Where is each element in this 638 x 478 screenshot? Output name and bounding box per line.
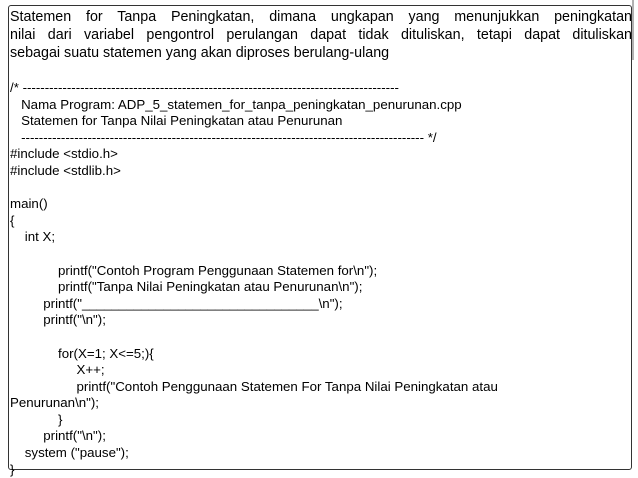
code-line <box>10 180 632 197</box>
code-line: Nama Program: ADP_5_statemen_for_tanpa_peningkatan_penurunan.cpp <box>10 96 462 112</box>
code-line <box>10 246 632 263</box>
code-listing <box>10 80 632 478</box>
slide-content <box>10 8 632 478</box>
code-line: main() <box>10 196 48 212</box>
code-line: } <box>10 411 63 427</box>
code-line: #include <stdio.h> <box>10 146 118 162</box>
code-line: { <box>10 212 15 228</box>
code-line: #include <stdlib.h> <box>10 162 121 178</box>
code-line: Statemen for Tanpa Nilai Peningkatan atau Penurunan <box>10 113 343 129</box>
intro-paragraph <box>10 8 632 80</box>
intro-line: nilai dari variabel pengontrol perulangan dapat tidak dituliskan, tetapi dapat dituliskan <box>10 27 632 43</box>
code-line: printf("Contoh Program Penggunaan Statemen for\n"); <box>10 262 378 278</box>
code-line: X++; <box>10 362 105 378</box>
code-line: Penurunan\n"); <box>10 395 99 411</box>
code-line: printf("Tanpa Nilai Peningkatan atau Penurunan\n"); <box>10 279 363 295</box>
intro-line: Statemen for Tanpa Peningkatan, dimana ungkapan yang menunjukkan peningkatan <box>10 9 632 25</box>
code-line: } <box>10 461 15 477</box>
code-line: printf("\n"); <box>10 312 106 328</box>
code-line: printf("________________________________\n"); <box>10 295 343 311</box>
code-line <box>10 329 632 346</box>
code-line: system ("pause"); <box>10 445 129 461</box>
code-line: /* ------------------------------------------------------------------------------------- <box>10 80 399 95</box>
code-line: printf("Contoh Penggunaan Statemen For Tanpa Nilai Peningkatan atau <box>10 378 498 394</box>
code-line: ------------------------------------------------------------------------------------------- */ <box>10 129 437 145</box>
code-line: for(X=1; X<=5;){ <box>10 345 154 361</box>
intro-line: sebagai suatu statemen yang akan diproses berulang-ulang <box>10 45 390 61</box>
code-line: int X; <box>10 229 56 245</box>
code-line: printf("\n"); <box>10 428 106 444</box>
